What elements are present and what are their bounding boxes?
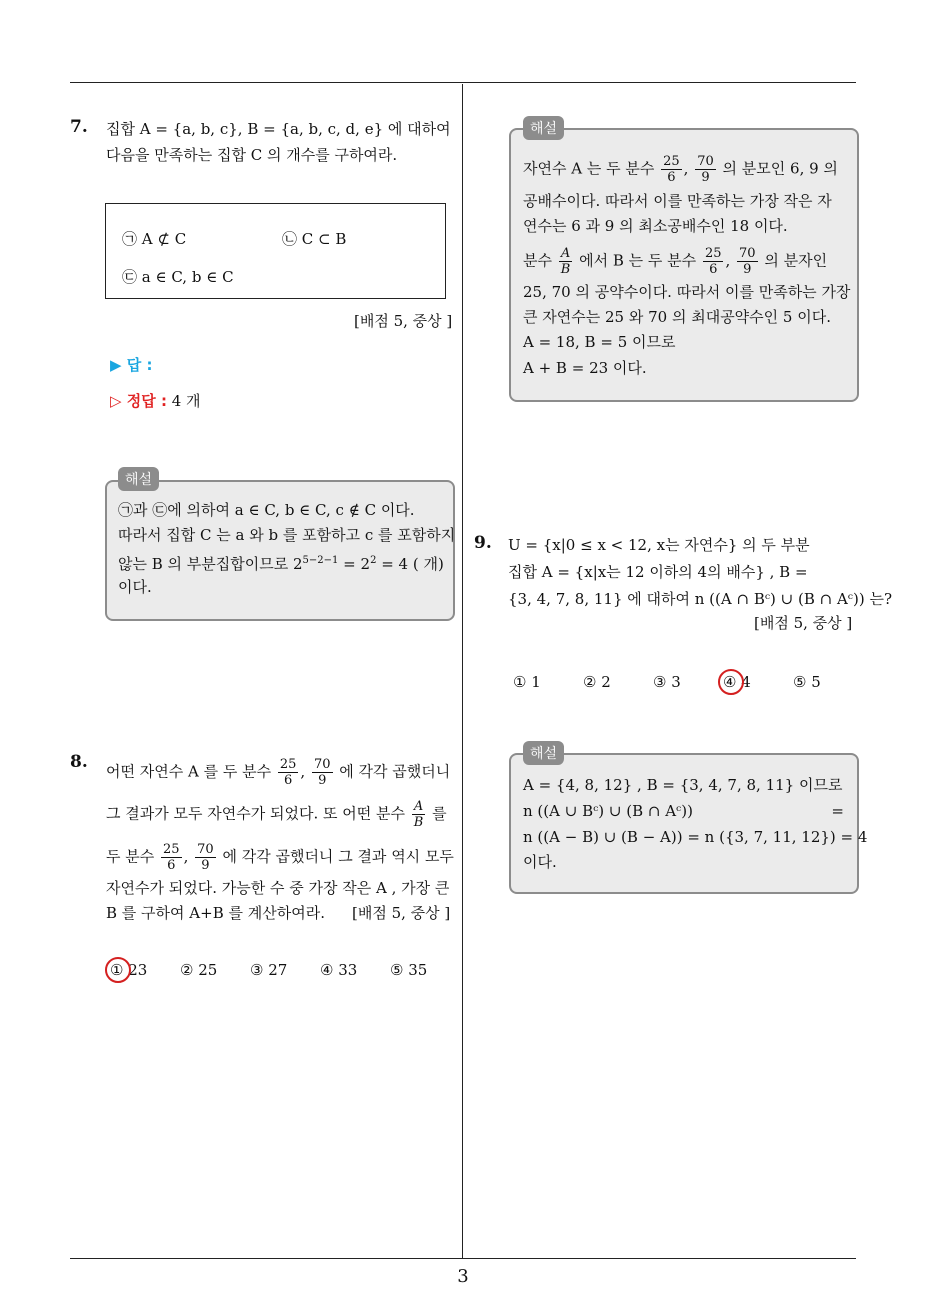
sol8-l1-text-b: 의 분모인 6, 9 의 (722, 159, 838, 178)
question-8-points: [배점 5, 중상 ] (352, 904, 451, 922)
q9-choice-3[interactable]: ③ 3 (653, 673, 681, 691)
fraction-25-6 (703, 246, 724, 277)
question-7-stem-line2: 다음을 만족하는 집합 C 의 개수를 구하여라. (106, 146, 398, 164)
bottom-rule (70, 1258, 856, 1259)
answer-key-label: ▷ 정답 : (110, 392, 167, 410)
question-9-line3: {3, 4, 7, 8, 11} 에 대하여 n ((A ∩ Bᶜ) ∪ (B ∩ Aᶜ)) 는? (508, 590, 893, 608)
frac-num: 25 (163, 842, 180, 857)
frac-num: A (560, 246, 571, 261)
q8-choice-3[interactable]: ③ 27 (250, 961, 288, 979)
q8-choice-2[interactable]: ② 25 (180, 961, 218, 979)
fraction-25-6 (161, 842, 182, 873)
frac-num: 25 (663, 154, 680, 169)
solution-tag-q8: 해설 (523, 116, 564, 140)
fraction-25-6 (278, 757, 299, 788)
frac-num: 70 (197, 842, 214, 857)
question-7-points: [배점 5, 중상 ] (354, 312, 453, 330)
frac-num: 25 (279, 757, 297, 772)
solution-q9-line4: 이다. (523, 853, 557, 871)
sol9-l2-text-b: = (831, 802, 844, 820)
frac-den: B (413, 815, 424, 830)
fraction-25-6 (661, 154, 682, 185)
q8-l1-text-b: 에 각각 곱했더니 (339, 762, 451, 781)
frac-den: 6 (709, 262, 718, 277)
sol8-l1-text-a: 자연수 A 는 두 분수 (523, 159, 655, 178)
solution-q8-line4: 분수 $\frac{A}{B}$ 에서 B 는 두 분수 $\frac{25}{6}$ , $\frac{70}{9}$ 의 분자인 (523, 246, 828, 277)
answer-label: ▶ 답 : (110, 356, 153, 374)
question-9-number: 9. (474, 533, 492, 553)
condition-2: ㉡ C ⊂ B (282, 230, 347, 248)
frac-num: 25 (704, 246, 722, 261)
q8-l2-text-a: 그 결과가 모두 자연수가 되었다. 또 어떤 분수 (106, 804, 405, 823)
fraction-a-over-b (559, 246, 573, 277)
question-9-points: [배점 5, 중상 ] (754, 614, 853, 632)
frac-den: 6 (284, 773, 293, 788)
solution-q7-line3-b: = 2 (338, 555, 371, 573)
frac-den: 9 (201, 858, 210, 873)
answer-key-value: 4 개 (171, 392, 201, 410)
q8-l3-text-b: 에 각각 곱했더니 그 결과 역시 모두 (222, 847, 454, 866)
fraction-70-9 (195, 842, 216, 873)
frac-num: 70 (739, 246, 756, 261)
sol9-l2-text-a: n ((A ∪ Bᶜ) ∪ (B ∩ Aᶜ)) (523, 802, 693, 820)
question-7-stem-line1: 집합 A = {a, b, c}, B = {a, b, c, d, e} 에 대하여 (106, 120, 451, 138)
fraction-70-9 (737, 246, 758, 277)
solution-q8-line7: A = 18, B = 5 이므로 (523, 333, 676, 351)
q9-choice-4[interactable]: ④ 4 (723, 673, 751, 691)
solution-q8-line6: 큰 자연수는 25 와 70 의 최대공약수인 5 이다. (523, 308, 831, 326)
solution-q9-line3: n ((A − B) ∪ (B − A)) = n ({3, 7, 11, 12}) = 4 (523, 828, 868, 846)
q8-l1-text-a: 어떤 자연수 A 를 두 분수 (106, 762, 272, 781)
solution-q7-line4: 이다. (118, 578, 152, 596)
fraction-a-over-b (412, 799, 426, 830)
solution-q7-line2: 따라서 집합 C 는 a 와 b 를 포함하고 c 를 포함하지 (118, 526, 456, 544)
answer-key (110, 389, 201, 413)
frac-num: 70 (313, 757, 331, 772)
selected-answer-circle (105, 957, 131, 983)
solution-q8-line3: 연수는 6 과 9 의 최소공배수인 18 이다. (523, 217, 788, 235)
sol8-l4-text-b: 에서 B 는 두 분수 (579, 251, 697, 270)
condition-1: ㉠ A ⊄ C (122, 230, 187, 248)
question-9-line2: 집합 A = {x|x는 12 이하의 4의 배수} , B = (508, 563, 808, 581)
exponent-2: 2 (370, 555, 377, 566)
frac-den: 9 (318, 773, 327, 788)
frac-den: 6 (667, 170, 676, 185)
solution-q8-line5: 25, 70 의 공약수이다. 따라서 이를 만족하는 가장 (523, 283, 851, 301)
q8-choice-1[interactable]: ① 23 (110, 961, 148, 979)
solution-q9-line2 (523, 799, 844, 823)
solution-tag-q9: 해설 (523, 741, 564, 765)
frac-num: 70 (697, 154, 714, 169)
frac-den: B (560, 262, 571, 277)
question-8-line4: 자연수가 되었다. 가능한 수 중 가장 작은 A , 가장 큰 (106, 879, 450, 897)
question-8-line1: 어떤 자연수 A 를 두 분수 $\frac{25}{6}$ , $\frac{70}{9}$ 에 각각 곱했더니 (106, 757, 451, 788)
fraction-70-9 (312, 757, 333, 788)
q8-l3-text-a: 두 분수 (106, 847, 155, 866)
q8-choice-5[interactable]: ⑤ 35 (390, 961, 428, 979)
q8-choice-4[interactable]: ④ 33 (320, 961, 358, 979)
solution-q9-line1: A = {4, 8, 12} , B = {3, 4, 7, 8, 11} 이므로 (523, 776, 843, 794)
solution-q8-line2: 공배수이다. 따라서 이를 만족하는 가장 작은 자 (523, 192, 832, 210)
solution-tag-q7: 해설 (118, 467, 159, 491)
solution-q7-line1: ㉠과 ㉢에 의하여 a ∈ C, b ∈ C, c ∉ C 이다. (118, 501, 415, 519)
fraction-70-9 (695, 154, 716, 185)
solution-q7-line3-c: = 4 ( 개) (376, 555, 444, 573)
frac-num: A (413, 799, 424, 814)
solution-q8-line1: 자연수 A 는 두 분수 $\frac{25}{6}$ , $\frac{70}{9}$ 의 분모인 6, 9 의 (523, 154, 838, 185)
condition-3: ㉢ a ∈ C, b ∈ C (122, 268, 234, 286)
q9-choice-1[interactable]: ① 1 (513, 673, 541, 691)
q9-choice-2[interactable]: ② 2 (583, 673, 611, 691)
exponent-1: 5−2−1 (302, 555, 339, 566)
top-rule (70, 82, 856, 83)
solution-q7-line3-a: 않는 B 의 부분집합이므로 2 (118, 555, 303, 573)
frac-den: 9 (701, 170, 710, 185)
sol8-l4-text-c: 의 분자인 (764, 251, 828, 270)
question-8-line3: 두 분수 $\frac{25}{6}$ , $\frac{70}{9}$ 에 각각 곱했더니 그 결과 역시 모두 (106, 842, 454, 873)
selected-answer-circle (718, 669, 744, 695)
question-9-line1: U = {x|0 ≤ x < 12, x는 자연수} 의 두 부분 (508, 536, 810, 554)
solution-q8-line8: A + B = 23 이다. (523, 359, 647, 377)
solution-q7-line3 (118, 549, 444, 576)
q8-l2-text-b: 를 (432, 804, 447, 823)
question-8-line5: B 를 구하여 A+B 를 계산하여라. (106, 904, 325, 922)
sol8-l4-text-a: 분수 (523, 251, 552, 270)
q9-choice-5[interactable]: ⑤ 5 (793, 673, 821, 691)
page-number: 3 (457, 1266, 469, 1287)
question-7-number: 7. (70, 117, 88, 137)
question-8-number: 8. (70, 752, 88, 772)
frac-den: 6 (167, 858, 176, 873)
frac-den: 9 (743, 262, 752, 277)
column-divider (462, 84, 463, 1258)
question-8-line2 (106, 799, 447, 830)
